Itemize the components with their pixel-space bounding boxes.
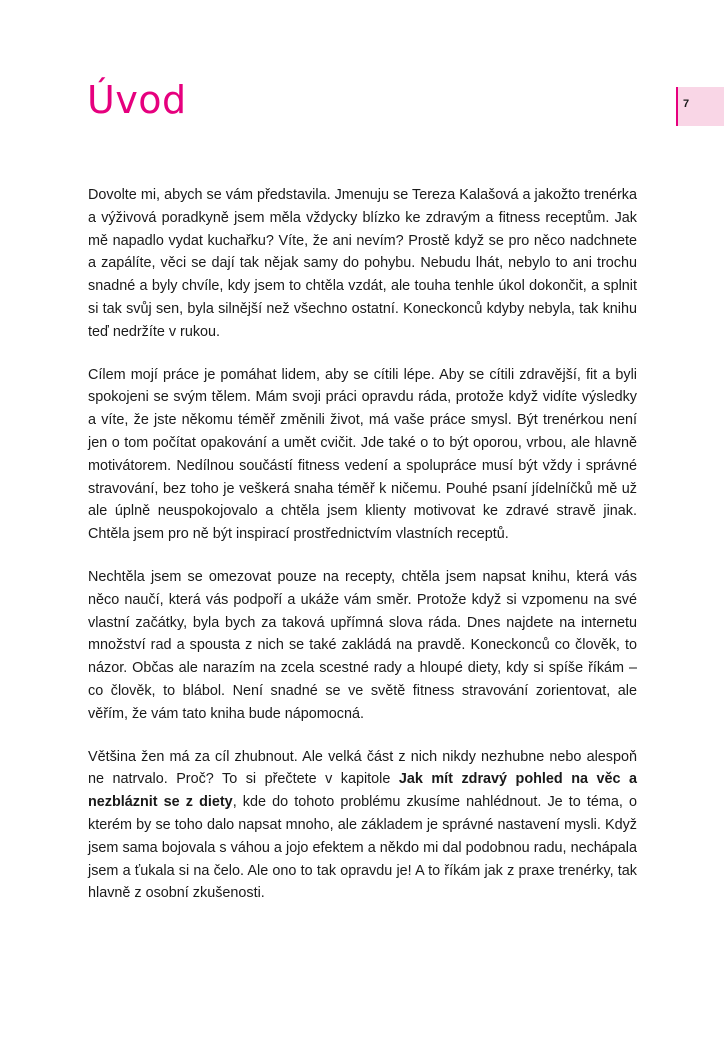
- paragraph-intro: Dovolte mi, abych se vám představila. Jmenuju se Tereza Kalašová a jakožto trenérka a výživová poradkyně jsem měla vždycky blízko ke zdravým a fitness receptům. Jak mě napadlo vydat kuchařku? Víte, že ani nevím? Prostě když se pro něco nadchnete a zapálíte, věci se dají tak nějak samy do pohybu. Nebudu lhát, nebylo to ani trochu snadné a byly chvíle, kdy jsem to chtěla vzdát, ale touha tenhle úkol dokončit, a splnit si tak svůj sen, byla silnější než všechno ostatní. Koneckonců kdyby nebyla, tak knihu teď nedržíte v rukou.: [88, 187, 637, 340]
- chapter-body: [88, 184, 637, 925]
- paragraph-weight-loss: [88, 746, 637, 906]
- paragraph-weight-loss-text: Většina žen má za cíl zhubnout. Ale velká část z nich nikdy nezhubne nebo alespoň ne natrvalo. Proč? To si přečtete v kapitole: [88, 748, 637, 788]
- paragraph-mission: Cílem mojí práce je pomáhat lidem, aby se cítili lépe. Aby se cítili zdravější, fit a byli spokojeni se svým tělem. Mám svoji práci opravdu ráda, protože když vidíte výsledky a víte, že jste někomu téměř změnili život, má vaše práce smysl. Být trenérkou není jen o tom počítat opakování a umět cvičit. Jde také o to být oporou, vrbou, ale hlavně motivátorem. Nedílnou součástí fitness vedení a spolupráce musí být vždy i správné stravování, bez toho je veškerá snaha téměř k ničemu. Pouhé psaní jídelníčků mě už ale úplně neuspokojovalo a chtěla jsem klienty motivovat ke zdravé stravě jinak. Chtěla jsem pro ně být inspirací prostřednictvím vlastních receptů.: [88, 366, 637, 543]
- chapter-reference: Jak mít zdravý pohled na věc a nezbláznit se z diety: [88, 771, 637, 811]
- chapter-title: Úvod: [87, 78, 187, 122]
- page-number-tab: [676, 87, 724, 126]
- paragraph-weight-loss-text-end: , kde do tohoto problému zkusíme nahlédnout. Je to téma, o kterém by se toho dalo napsat mnoho, ale základem je správné nastavení mysli. Když jsem sama bojovala s váhou a jojo efektem a někdo mi dal podobnou radu, nechápala jsem a ťukala si na čelo. Ale ono to tak opravdu je! A to říkám jak z praxe trenérky, tak hlavně z osobní zkušenosti.: [88, 794, 638, 902]
- paragraph-book-purpose: Nechtěla jsem se omezovat pouze na recepty, chtěla jsem napsat knihu, která vás něco naučí, která vás podpoří a ukáže vám směr. Protože když si vzpomenu na své vlastní začátky, byla bych za taková upřímná slova ráda. Dnes najdete na internetu množství rad a spousta z nich se také zakládá na pravdě. Koneckonců co člověk, to názor. Občas ale narazím na zcela scestné rady a hloupé diety, kdy si spíše říkám – co člověk, to blábol. Není snadné se ve světě fitness stravování zorientovat, ale věřím, že vám tato kniha bude nápomocná.: [88, 568, 637, 722]
- page-number: 7: [683, 98, 690, 110]
